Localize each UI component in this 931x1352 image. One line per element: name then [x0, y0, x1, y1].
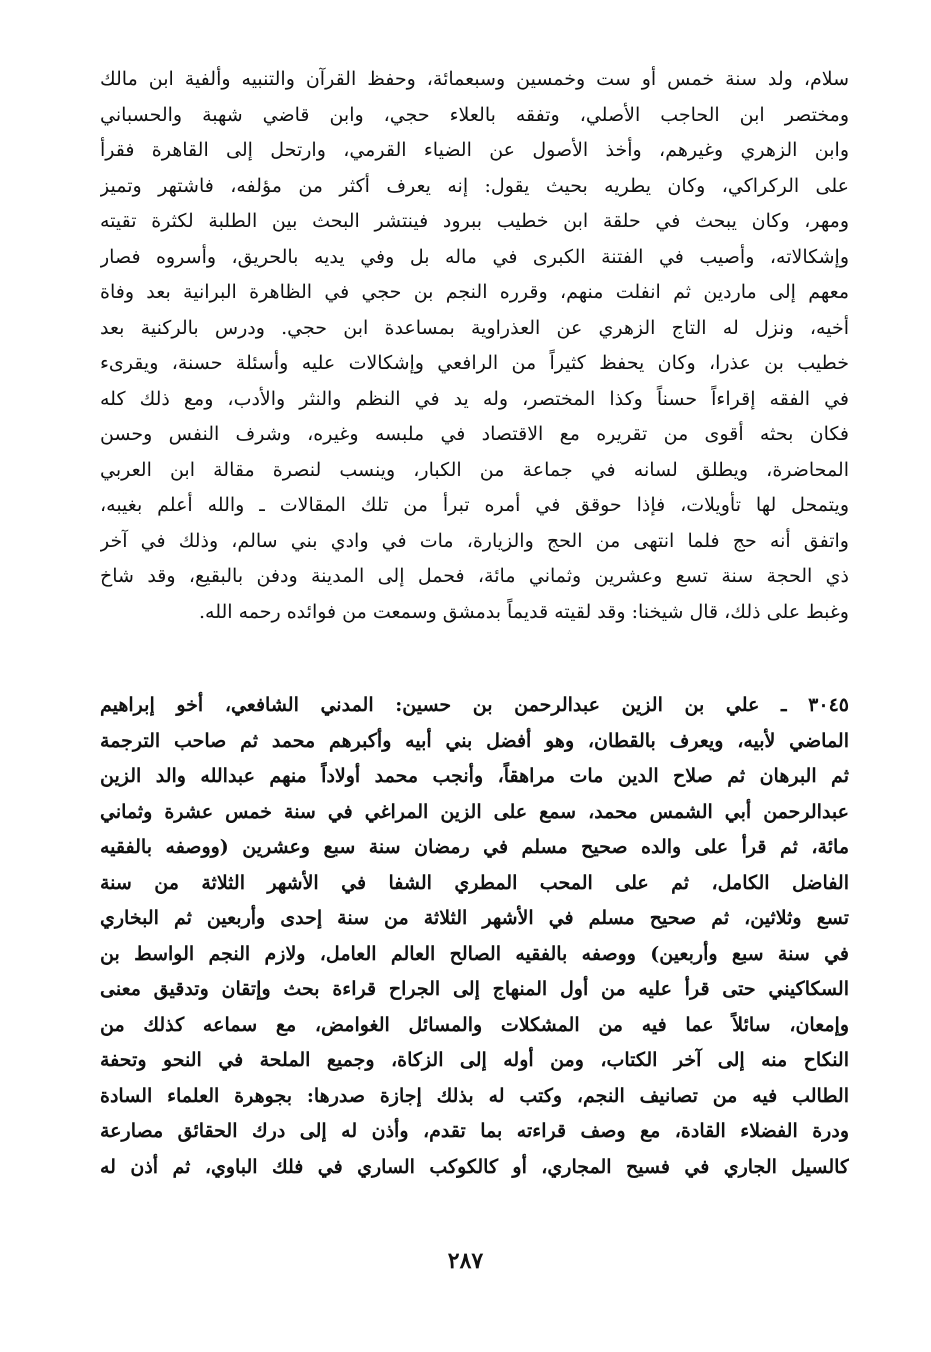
text-line: الفاضل الكامل، ثم على المحب المطري الشفا في الأشهر الثلاثة من سنة [100, 871, 849, 894]
text-line: في سنة سبع وأربعين) ووصفه بالفقيه الصالح العالم العامل، ولازم النجم الواسط بن [100, 942, 849, 965]
text-line: معهم إلى ماردين ثم انفلت منهم، وقرره النجم بن حجي في الظاهرة البرانية بعد وفاة [100, 281, 849, 303]
entry-heading-rest: المدني الشافعي، أخو إبراهيم [100, 694, 396, 716]
text-line: أخيه، ونزل له التاج الزهري عن العذراوية بمساعدة ابن حجي. ودرس بالركنية بعد [100, 316, 849, 339]
text-line: فكان بحثه أقوى من تقريره مع الاقتصاد في ملبسه وغيره، وشرف النفس وحسن [100, 423, 849, 445]
paragraph-1 [100, 62, 849, 630]
text-line: سلام، ولد سنة خمس أو ست وخمسين وسبعمائة، وحفظ القرآن والتنبيه وألفية ابن مالك [100, 68, 849, 90]
text-line: خطيب بن عذرا، وكان يحفظ كثيراً من الرافعي وإشكالات عليه وأسئلة حسنة، ويقرىء [100, 352, 849, 374]
text-line: السكاكيني حتى قرأ عليه من أول المنهاج إلى الجراح قراءة بحث وإتقان وتدقيق معنى [100, 978, 849, 1000]
text-line: ويتمحل لها تأويلات، فإذا حوقق في أمره تبرأ من تلك المقالات ـ والله أعلم بغيبه، [100, 494, 849, 516]
text-line: ودرة الفضلاء القادة، مع وصف قراءته بما تقدم، وأذن له إلى درك الحقائق مصارعة [100, 1120, 849, 1142]
text-line: النكاح منه إلى آخر الكتاب، ومن أوله إلى الزكاة، وجميع الملحة في النحو وتحفة [100, 1049, 849, 1071]
text-line: كالسيل الجاري في فسيح المجاري، أو كالكوكب الساري في فلك الباوي، ثم أذن له [100, 1155, 849, 1178]
text-line: واتفق أنه حج فلما انتهى من الحج والزيارة، مات في وادي بني سالم، وذلك في آخر [100, 529, 849, 552]
text-line: ومهر، وكان يبحث في حلقة ابن خطيب ببرود فينتشر البحث بين الطلبة لكثرة تقيته [100, 210, 849, 232]
text-line: في الفقه إقراءاً حسناً وكذا المختصر، وله يد في النظم والنثر والأدب، ومع ذلك كله [100, 387, 849, 410]
text-line: المحاضرة، ويطلق لسانه في جماعة من الكبار، وينسب لنصرة مقالة ابن العربي [100, 458, 849, 481]
text-line: ذي الحجة سنة تسع وعشرين وثماني مائة، فحمل إلى المدينة ودفن بالبقيع، وقد شاخ [100, 565, 849, 587]
text-line: الطالب فيه من تصانيف النجم، وكتب له بذلك إجازة صدرها: بجوهرة العلماء السادة [100, 1084, 849, 1107]
text-line: على الركراكي، وكان يطريه بحيث يقول: إنه يعرف أكثر من مؤلفه، فاشتهر وتميز [100, 174, 849, 197]
text-line: مائة، ثم قرأ على والده صحيح مسلم في رمضان سنة سبع وعشرين (ووصفه بالفقيه [100, 836, 849, 858]
entry-3045 [100, 688, 849, 1185]
text-line: ثم البرهان ثم صلاح الدين مات مراهقاً، وأنجب محمد أولاداً منهم عبدالله والد الزين [100, 765, 849, 787]
text-line: تسع وثلاثين، ثم صحيح مسلم في الأشهر الثلاثة من سنة إحدى وأربعين ثم البخاري [100, 907, 849, 929]
text-line: ومختصر ابن الحاجب الأصلي، وتفقه بالعلاء حجي، وابن قاضي شهبة والحسباني [100, 103, 849, 126]
text-line: عبدالرحمن أبي الشمس محمد، سمع على الزين المراغي في سنة خمس عشرة وثماني [100, 800, 849, 823]
page-number: ٢٨٧ [447, 1248, 484, 1274]
text-line: وغبط على ذلك، قال شيخنا: وقد لقيته قديماً بدمشق وسمعت من فوائده رحمه الله. [198, 600, 849, 623]
text-line: الماضي لأبيه، ويعرف بالقطان، وهو أفضل بني أبيه وأكبرهم محمد ثم صاحب الترجمة [100, 729, 849, 752]
text-line: وإشكالاته، وأصيب في الفتنة الكبرى في ماله بل وفي يديه بالحريق، وأسروه فصار [100, 245, 849, 268]
entry-heading: ٣٠٤٥ ـ علي بن الزين عبدالرحمن بن حسين: [395, 694, 849, 716]
text-line: وإمعان، سائلاً عما فيه من المشكلات والمسائل الغوامض، مع سماعه كذلك من [100, 1013, 849, 1036]
entry-first-line [100, 688, 849, 724]
text-line: وابن الزهري وغيرهم، وأخذ الأصول عن الضياء القرمي، وارتحل إلى القاهرة فقرأ [100, 139, 849, 161]
